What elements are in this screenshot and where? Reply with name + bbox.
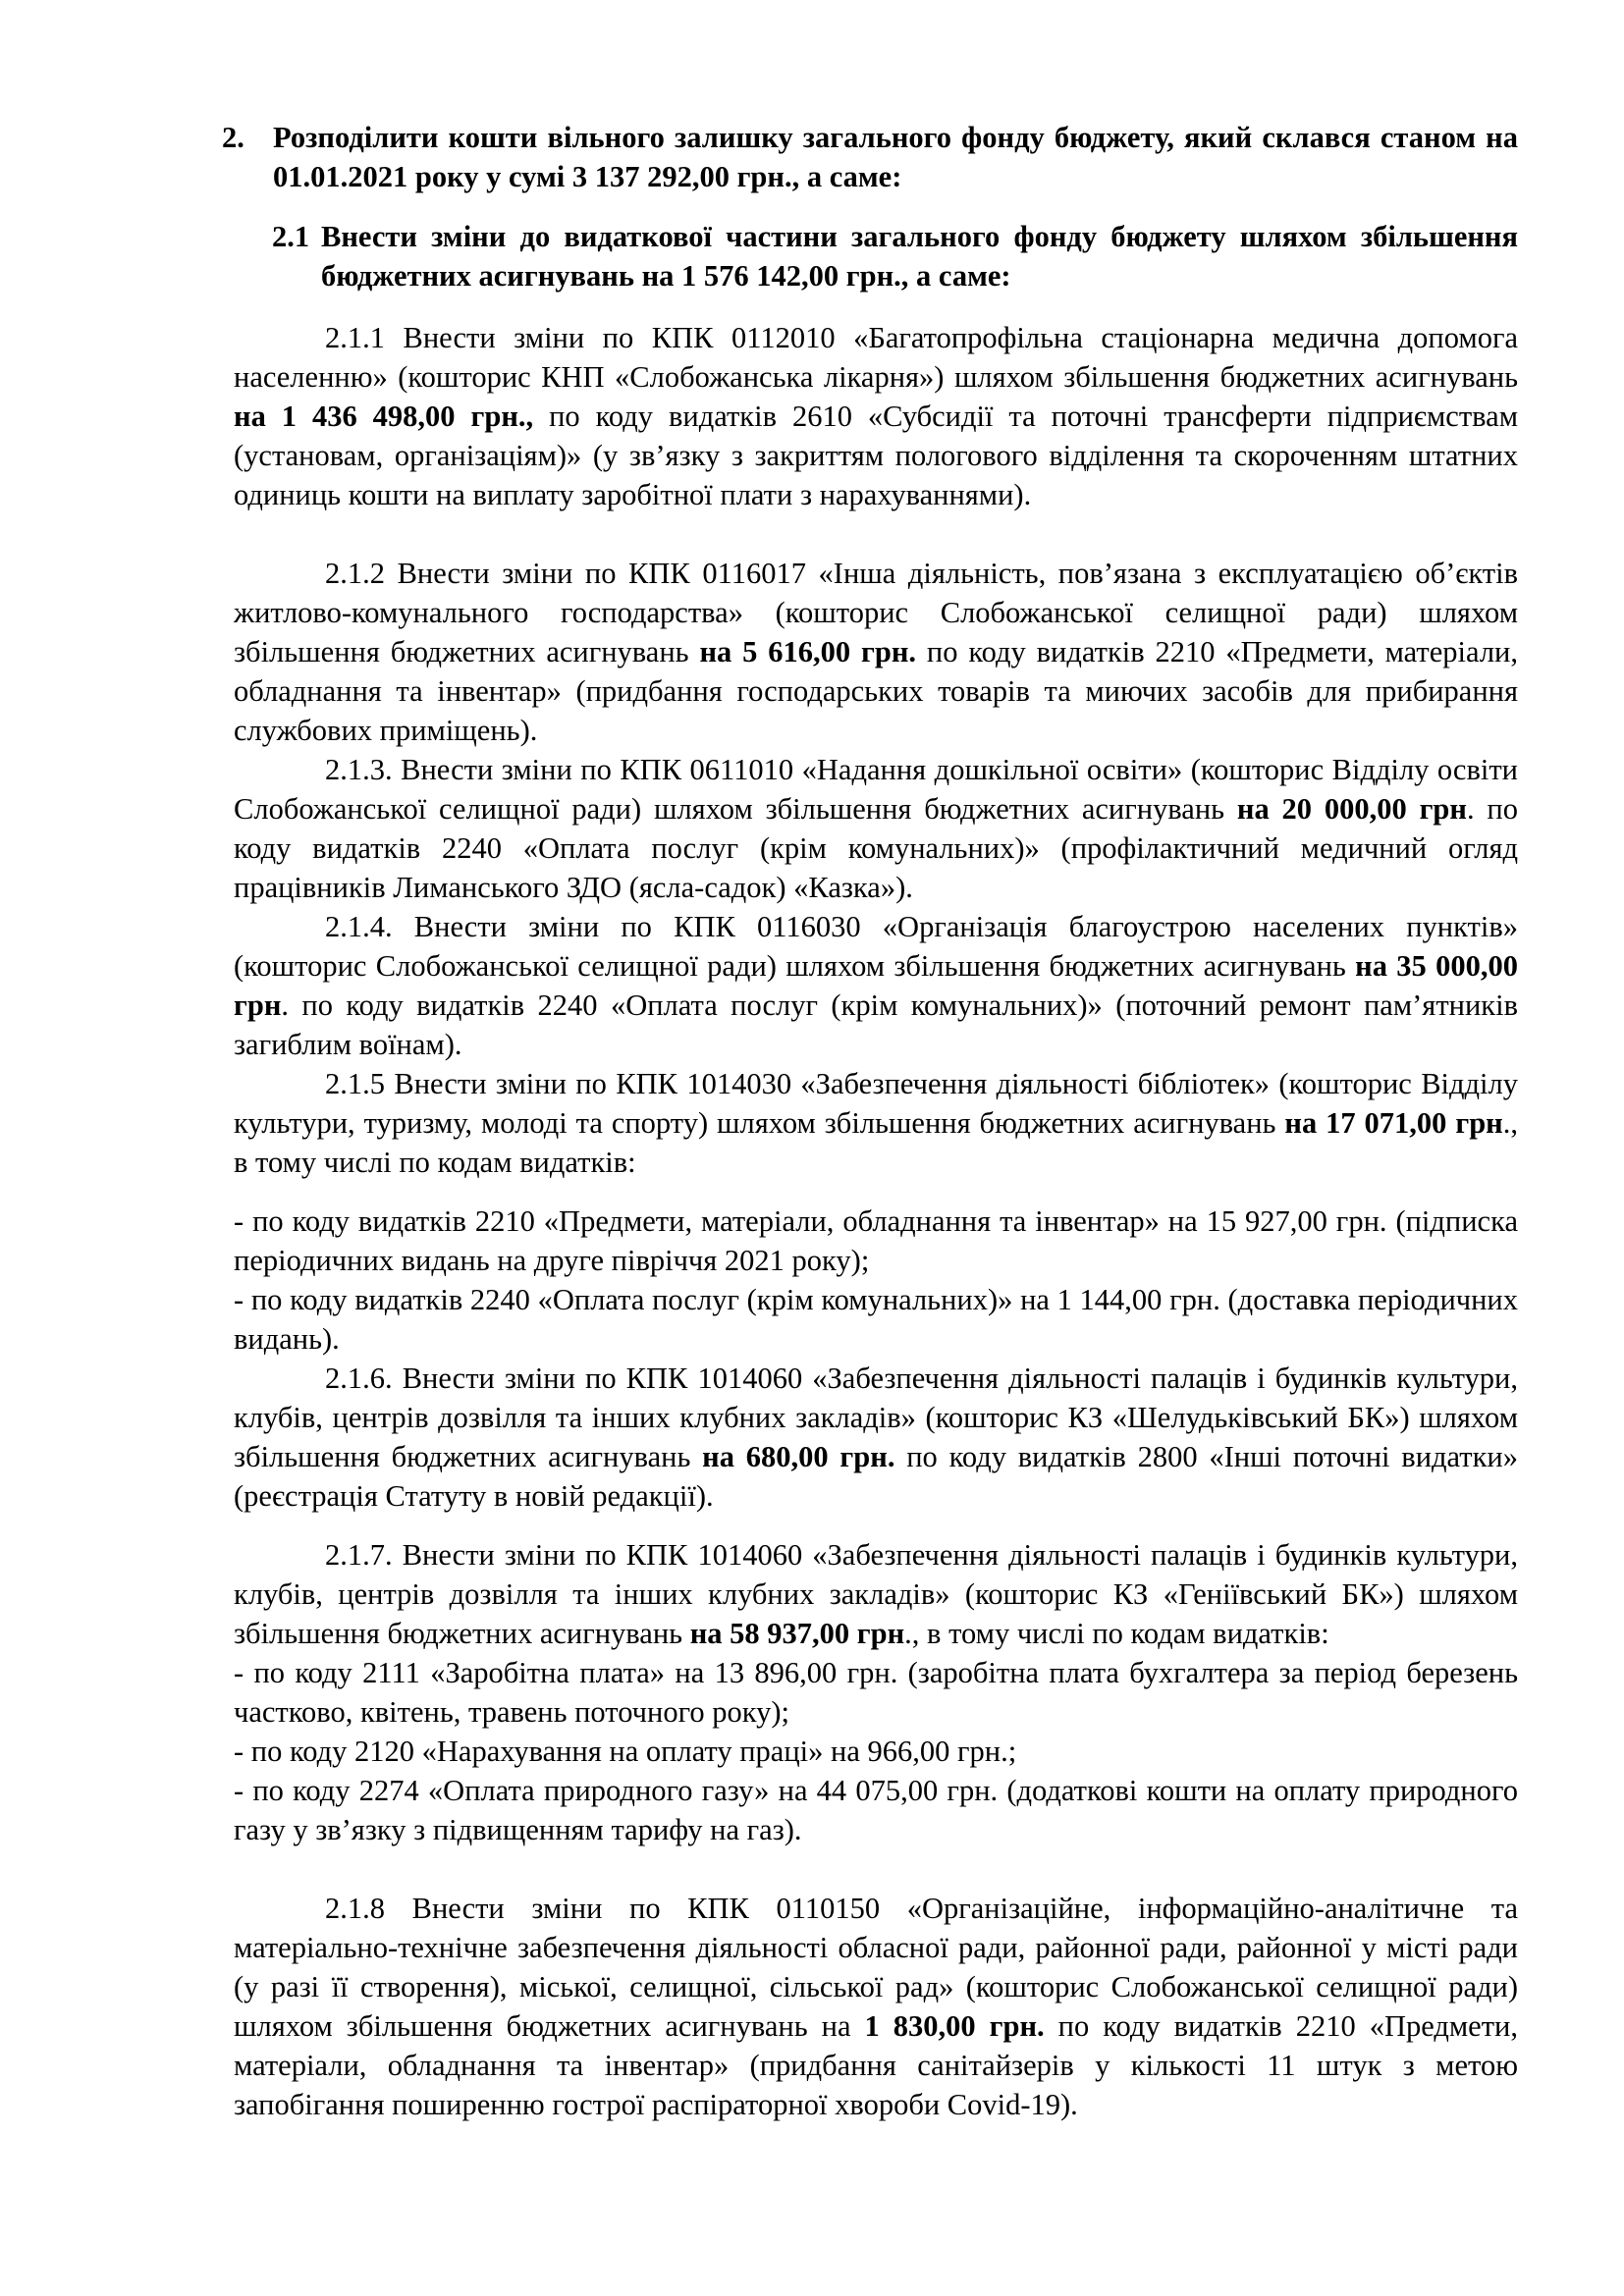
paragraph-2-1-6	[234, 1359, 1518, 1516]
p218-rest: по коду видатків 2210 «Предмети, матеріали, обладнання та інвентар» (придбання санітайзерів у кількості 11 штук з метою запобігання поширенню гострої распіраторної хвороби Covid-19).	[234, 2009, 1518, 2121]
p211-text: 2.1.1 Внести зміни по КПК 0112010 «Багатопрофільна стаціонарна медична допомога населенню» (кошторис КНП «Слобожанська лікарня») шляхом збільшення бюджетних асигнувань	[234, 321, 1518, 394]
section-2-1-title: Внести зміни до видаткової частини загального фонду бюджету шляхом збільшення бюджетних асигнувань на 1 576 142,00 грн., а саме:	[321, 220, 1518, 293]
p217-text: 2.1.7. Внести зміни по КПК 1014060 «Забезпечення діяльності палаців і будинків культури, клубів, центрів дозвілля та інших клубних закладів» (кошторис КЗ «Геніївський БК») шляхом збільшення бюджетних асигнувань	[234, 1538, 1518, 1650]
section-2-title: Розподілити кошти вільного залишку загального фонду бюджету, який склався станом на 01.01.2021 року у сумі 3 137 292,00 грн., а саме:	[273, 121, 1518, 193]
p217-amount: на 58 937,00 грн	[689, 1617, 905, 1650]
list-2-1-5	[234, 1201, 1518, 1359]
p216-text: 2.1.6. Внести зміни по КПК 1014060 «Забезпечення діяльності палаців і будинків культури, клубів, центрів дозвілля та інших клубних закладів» (кошторис КЗ «Шелудьківський БК») шляхом збільшення бюджетних асигнувань	[234, 1362, 1518, 1473]
p215-amount: на 17 071,00 грн	[1284, 1106, 1503, 1140]
list-item: - по коду 2274 «Оплата природного газу» на 44 075,00 грн. (додаткові кошти на оплату природного газу у зв’язку з підвищенням тарифу на газ).	[234, 1774, 1518, 1846]
p216-rest: по коду видатків 2800 «Інші поточні видатки» (реєстрація Статуту в новій редакції).	[234, 1440, 1518, 1513]
p214-amount: на 35 000,00 грн	[234, 949, 1519, 1022]
p215-text: 2.1.5 Внести зміни по КПК 1014030 «Забезпечення діяльності бібліотек» (кошторис Відділу культури, туризму, молоді та спорту) шляхом збільшення бюджетних асигнувань	[234, 1067, 1518, 1140]
section-2-number: 2.	[222, 121, 244, 154]
list-item: - по коду 2120 «Нарахування на оплату праці» на 966,00 грн.;	[234, 1735, 1017, 1768]
p212-rest: по коду видатків 2210 «Предмети, матеріали, обладнання та інвентар» (придбання господарських товарів та миючих засобів для прибирання службових приміщень).	[234, 635, 1518, 747]
p213-text: 2.1.3. Внести зміни по КПК 0611010 «Надання дошкільної освіти» (кошторис Відділу освіти Слобожанської селищної ради) шляхом збільшення бюджетних асигнувань	[234, 753, 1518, 826]
p216-amount: на 680,00 грн.	[702, 1440, 895, 1473]
p214-rest: . по коду видатків 2240 «Оплата послуг (крім комунальних)» (поточний ремонт пам’ятників загиблим воїнам).	[234, 988, 1518, 1061]
paragraph-2-1-3	[234, 750, 1518, 907]
p215-rest: ., в тому числі по кодам видатків:	[234, 1106, 1518, 1179]
section-2-1-heading	[272, 217, 1518, 295]
paragraph-2-1-4	[234, 907, 1518, 1064]
paragraph-2-1-8	[234, 1889, 1518, 2124]
p211-rest: по коду видатків 2610 «Субсидії та поточні трансферти підприємствам (установам, організаціям)» (у зв’язку з закриттям пологового відділення та скороченням штатних одиниць кошти на виплату заробітної плати з нарахуваннями).	[234, 400, 1518, 511]
p213-amount: на 20 000,00 грн	[1236, 792, 1467, 826]
paragraph-2-1-5	[234, 1064, 1518, 1182]
section-2-heading	[222, 118, 1518, 196]
paragraph-2-1-7	[234, 1535, 1518, 1849]
list-item: - по коду 2111 «Заробітна плата» на 13 896,00 грн. (заробітна плата бухгалтера за період березень частково, квітень, травень поточного року);	[234, 1656, 1518, 1729]
p211-amount: на 1 436 498,00 грн.,	[234, 400, 534, 433]
p212-text: 2.1.2 Внести зміни по КПК 0116017 «Інша діяльність, пов’язана з експлуатацією об’єктів житлово-комунального господарства» (кошторис Слобожанської селищної ради) шляхом збільшення бюджетних асигнувань	[234, 557, 1518, 668]
paragraph-2-1-2	[234, 554, 1518, 750]
p213-rest: . по коду видатків 2240 «Оплата послуг (крім комунальних)» (профілактичний медичний огляд працівників Лиманського ЗДО (ясла-садок) «Казка»).	[234, 792, 1518, 904]
list-item: - по коду видатків 2210 «Предмети, матеріали, обладнання та інвентар» на 15 927,00 грн. (підписка періодичних видань на друге півріччя 2021 року);	[234, 1204, 1518, 1277]
p217-rest: ., в тому числі по кодам видатків:	[904, 1617, 1329, 1650]
p214-text: 2.1.4. Внести зміни по КПК 0116030 «Організація благоустрою населених пунктів» (кошторис Слобожанської селищної ради) шляхом збільшення бюджетних асигнувань	[234, 910, 1518, 983]
section-2-1-number: 2.1	[272, 220, 310, 253]
list-item: - по коду видатків 2240 «Оплата послуг (крім комунальних)» на 1 144,00 грн. (доставка періодичних видань).	[234, 1283, 1518, 1356]
p218-amount: 1 830,00 грн.	[864, 2009, 1045, 2043]
paragraph-2-1-1	[234, 318, 1518, 514]
p212-amount: на 5 616,00 грн.	[699, 635, 917, 668]
p218-text: 2.1.8 Внести зміни по КПК 0110150 «Організаційне, інформаційно-аналітичне та матеріально-технічне забезпечення діяльності обласної ради, районної ради, районної у місті ради (у разі її створення), міської, селищної, сільської рад» (кошторис Слобожанської селищної ради) шляхом збільшення бюджетних асигнувань на	[234, 1892, 1518, 2043]
